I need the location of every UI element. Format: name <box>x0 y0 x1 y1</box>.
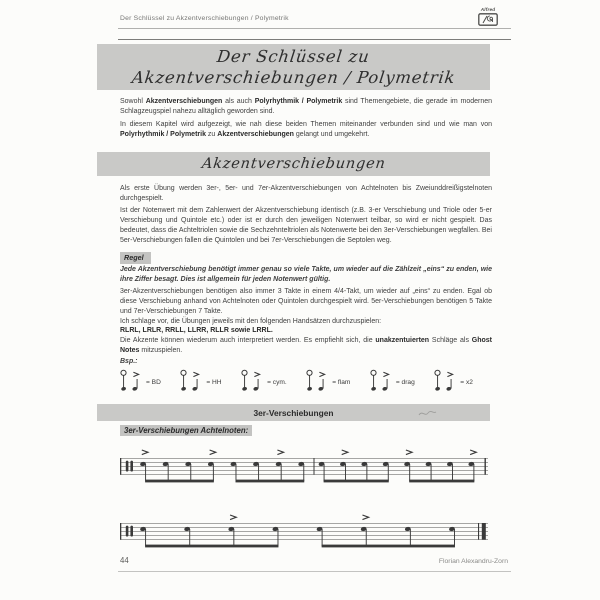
legend-label: = flam <box>332 379 351 386</box>
footer-page-number: 44 <box>120 556 129 565</box>
section-header-3er-text: 3er-Verschiebungen <box>253 407 334 418</box>
legend-label: = BD <box>146 379 161 386</box>
ghost-notes-paragraph: Die Akzente können wiederum auch interpretiert werden. Es empfiehlt sich, die unakzentuierten Schläge als Ghost Notes mitzuspielen. <box>120 337 492 355</box>
handsaetze-list: RLRL, LRLR, RRLL, LLRR, RLLR sowie LRRL. <box>120 327 273 334</box>
intro-paragraph-2: In diesem Kapitel wird aufgezeigt, wie nah diese beiden Themen miteinander verbunden sind und wie man von Polyrhythmik / Polymetrik zu Akzentverschiebungen gelangt und umgekehrt. <box>120 120 492 138</box>
note-pair-icon <box>433 368 459 394</box>
regel-text: Jede Akzentverschiebung benötigt immer genau so viele Takte, um wieder auf die Zählzeit „eins“ zu enden, wie ihre Ziffer besagt. Dies ist allgemein für jeden Notenwert gültig. <box>120 265 492 283</box>
section-header-akzentverschiebungen <box>97 152 490 176</box>
legend-item <box>240 368 287 394</box>
legend-item <box>119 368 161 394</box>
notation-legend <box>119 368 473 394</box>
title-top-rule <box>118 39 511 41</box>
note-pair-icon <box>305 368 331 394</box>
note-pair-icon <box>119 368 145 394</box>
legend-label: = drag <box>395 379 415 386</box>
chapter-title-line2: Akzentverschiebungen / Polymetrik <box>130 68 457 87</box>
legend-label: = x2 <box>460 379 473 386</box>
legend-item <box>179 368 221 394</box>
intro-paragraph-1: Sowohl Akzentverschiebungen als auch Polyrhythmik / Polymetrik sind Themengebiete, die gerade im modernen Schlagzeugspiel nahezu alltäglich geworden sind. <box>120 98 493 116</box>
notation-staff-1 <box>118 446 490 488</box>
exercise-intro-paragraph: Als erste Übung werden 3er-, 5er- und 7er-Akzentverschiebungen von Achtelnoten bis Zweiunddreißigstelnoten durchgespielt. <box>120 185 492 203</box>
handsaetze-intro: Ich schlage vor, die Übungen jeweils mit den folgenden Handsätzen durchzuspielen: <box>120 317 382 325</box>
alfred-logo <box>474 7 502 26</box>
exercise-label: 3er-Verschiebungen Achtelnoten: <box>120 425 252 436</box>
legend-item <box>369 368 415 394</box>
pencil-squiggle-icon <box>418 409 438 418</box>
legend-label: = HH <box>206 379 222 386</box>
legend-item <box>433 368 473 394</box>
bsp-label: Bsp.: <box>120 357 138 365</box>
legend-item <box>305 368 350 394</box>
note-pair-icon <box>240 368 266 394</box>
logo-mark-icon <box>478 13 498 26</box>
chapter-title-line1: Der Schlüssel zu <box>216 47 371 66</box>
note-pair-icon <box>369 368 395 394</box>
notation-staff-2 <box>118 511 490 553</box>
section-header-text: Akzentverschiebungen <box>200 156 387 172</box>
running-header: Der Schlüssel zu Akzentverschiebungen / Polymetrik <box>120 15 289 22</box>
footer-author: Florian Alexandru-Zorn <box>438 558 508 565</box>
notenwert-paragraph: Ist der Notenwert mit dem Zahlenwert der Akzentverschiebung identisch (z.B. 3-er Verschiebung und Triole oder 5-er Verschiebung und Quintole etc.) oder ist er durch den jeweiligen Notenwert teilbar, so wird er nicht gespielt. Das bedeutet, dass die Achteltriolen sowie die Sechzehnteltriolen als Notenwerte bei den 3er-Verschiebungen wegfallen. Bei 5er-Verschiebungen fallen die Quintolen und bei 7er-Verschiebungen die Septolen weg. <box>120 206 492 244</box>
section-header-3er-verschiebungen <box>97 404 490 421</box>
legend-label: = cym. <box>267 379 287 386</box>
header-rule <box>118 28 511 29</box>
takte-paragraph: 3er-Akzentverschiebungen benötigen also immer 3 Takte in einem 4/4-Takt, um wieder auf „eins“ zu enden. Egal ob diese Verschiebung anhand von Achtelnoten oder Quintolen durchgespielt wird. 5er-Verschiebungen benötigen 5 Takte und 7er-Verschiebungen 7 Takte. <box>120 287 492 315</box>
logo-text: Alfred <box>480 7 496 12</box>
footer-rule <box>118 571 511 572</box>
note-pair-icon <box>179 368 205 394</box>
regel-label: Regel <box>120 252 151 264</box>
chapter-title-box <box>97 44 490 90</box>
